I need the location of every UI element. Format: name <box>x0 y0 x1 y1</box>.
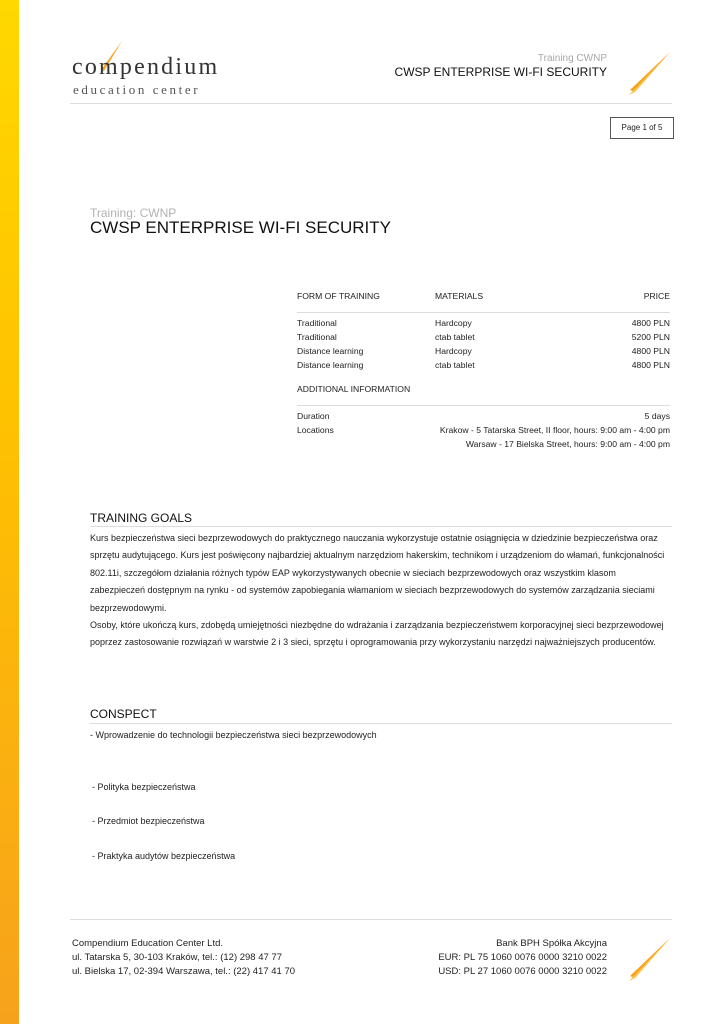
cell-price: 4800 PLN <box>631 360 670 370</box>
footer-eur-account: EUR: PL 75 1060 0076 0000 3210 0022 <box>438 952 607 963</box>
yellow-sidebar-stripe <box>0 0 19 1024</box>
table-divider <box>297 405 670 406</box>
header-swoosh-icon <box>626 50 672 96</box>
table-header-row <box>297 291 670 305</box>
locations-row <box>297 425 670 439</box>
table-row <box>297 360 670 374</box>
conspect-divider <box>90 723 672 724</box>
page-number-box: Page 1 of 5 <box>610 117 674 139</box>
goals-paragraph-1: Kurs bezpieczeństwa sieci bezprzewodowych do praktycznego nauczania wykorzystuje ostatnie osiągnięcia w dziedzinie bezpieczeństwa oraz sprzętu audytującego. Kurs jest poświęcony najbardziej aktualnym narzędziom hakerskim, technikom i urządzeniom do włamań, funkcjonalności 802.11i, szczegółom działania różnych typów EAP wykorzystywanych obecnie w sieciach bezprzewodowych oraz wszystkim klasom zabezpieczeń dostępnym na rynku - od systemów zapobiegania włamaniom w sieciach bezprzewodowych do systemów zarządzania sieciami bezprzewodowymi. <box>90 533 665 613</box>
logo-wordmark: compendium <box>72 54 220 80</box>
cell-materials: Hardcopy <box>435 318 472 328</box>
footer-bank-name: Bank BPH Spółka Akcyjna <box>496 938 607 949</box>
col-header-form: FORM OF TRAINING <box>297 291 380 301</box>
conspect-item: - Przedmiot bezpieczeństwa <box>92 816 205 826</box>
duration-value: 5 days <box>644 411 670 421</box>
conspect-item: - Wprowadzenie do technologii bezpieczeństwa sieci bezprzewodowych <box>90 730 377 740</box>
conspect-item: - Praktyka audytów bezpieczeństwa <box>92 851 236 861</box>
page-title: CWSP ENTERPRISE WI-FI SECURITY <box>90 218 391 237</box>
cell-price: 4800 PLN <box>631 318 670 328</box>
location-krakow: Krakow - 5 Tatarska Street, II floor, hours: 9:00 am - 4:00 pm <box>439 425 670 435</box>
cell-materials: Hardcopy <box>435 346 472 356</box>
footer-address-krakow: ul. Tatarska 5, 30-103 Kraków, tel.: (12) 298 47 77 <box>72 952 283 963</box>
footer-address-warsaw: ul. Bielska 17, 02-394 Warszawa, tel.: (22) 417 41 70 <box>72 966 296 977</box>
training-goals-text <box>90 530 665 652</box>
goals-paragraph-2: Osoby, które ukończą kurs, zdobędą umiejętności niezbędne do wdrażania i zarządzania bezpieczeństwem korporacyjnej sieci bezprzewodowej poprzez zastosowanie rozwiązań w warstwie 2 i 3 sieci, sprzętu i oprogramowania przy wykorzystaniu narzędzi najważniejszych producentów. <box>90 620 664 648</box>
training-goals-heading: TRAINING GOALS <box>90 511 193 525</box>
table-divider <box>297 312 670 313</box>
cell-form: Distance learning <box>297 346 364 356</box>
conspect-item: - Polityka bezpieczeństwa <box>92 782 196 792</box>
footer-swoosh-icon <box>626 936 672 982</box>
cell-form: Distance learning <box>297 360 364 370</box>
location-warsaw: Warsaw - 17 Bielska Street, hours: 9:00 am - 4:00 pm <box>465 439 670 449</box>
additional-info-header-row <box>297 384 670 398</box>
locations-row-2 <box>297 439 670 453</box>
footer-bank-info <box>438 937 607 979</box>
header-divider <box>70 103 672 104</box>
table-row <box>297 318 670 332</box>
cell-form: Traditional <box>297 318 337 328</box>
conspect-heading: CONSPECT <box>90 707 157 721</box>
table-row <box>297 332 670 346</box>
additional-info-header: ADDITIONAL INFORMATION <box>297 384 411 394</box>
cell-materials: ctab tablet <box>435 332 475 342</box>
header-training-provider: Training CWNP <box>537 53 607 64</box>
pricing-table <box>297 291 670 453</box>
col-header-materials: MATERIALS <box>435 291 484 301</box>
cell-materials: ctab tablet <box>435 360 475 370</box>
duration-row <box>297 411 670 425</box>
footer-company-name: Compendium Education Center Ltd. <box>72 938 224 949</box>
training-category: Training: CWNP <box>90 206 177 220</box>
cell-price: 4800 PLN <box>631 346 670 356</box>
footer-company-info <box>72 937 295 979</box>
footer-divider <box>70 919 672 920</box>
training-goals-divider <box>90 526 672 527</box>
cell-price: 5200 PLN <box>631 332 670 342</box>
duration-label: Duration <box>297 411 330 421</box>
col-header-price: PRICE <box>643 291 670 301</box>
footer-usd-account: USD: PL 27 1060 0076 0000 3210 0022 <box>438 966 607 977</box>
table-row <box>297 346 670 360</box>
cell-form: Traditional <box>297 332 337 342</box>
compendium-logo <box>72 40 232 100</box>
locations-label: Locations <box>297 425 334 435</box>
logo-subtitle: education center <box>73 82 201 97</box>
header-course-title: CWSP ENTERPRISE WI-FI SECURITY <box>394 65 607 79</box>
